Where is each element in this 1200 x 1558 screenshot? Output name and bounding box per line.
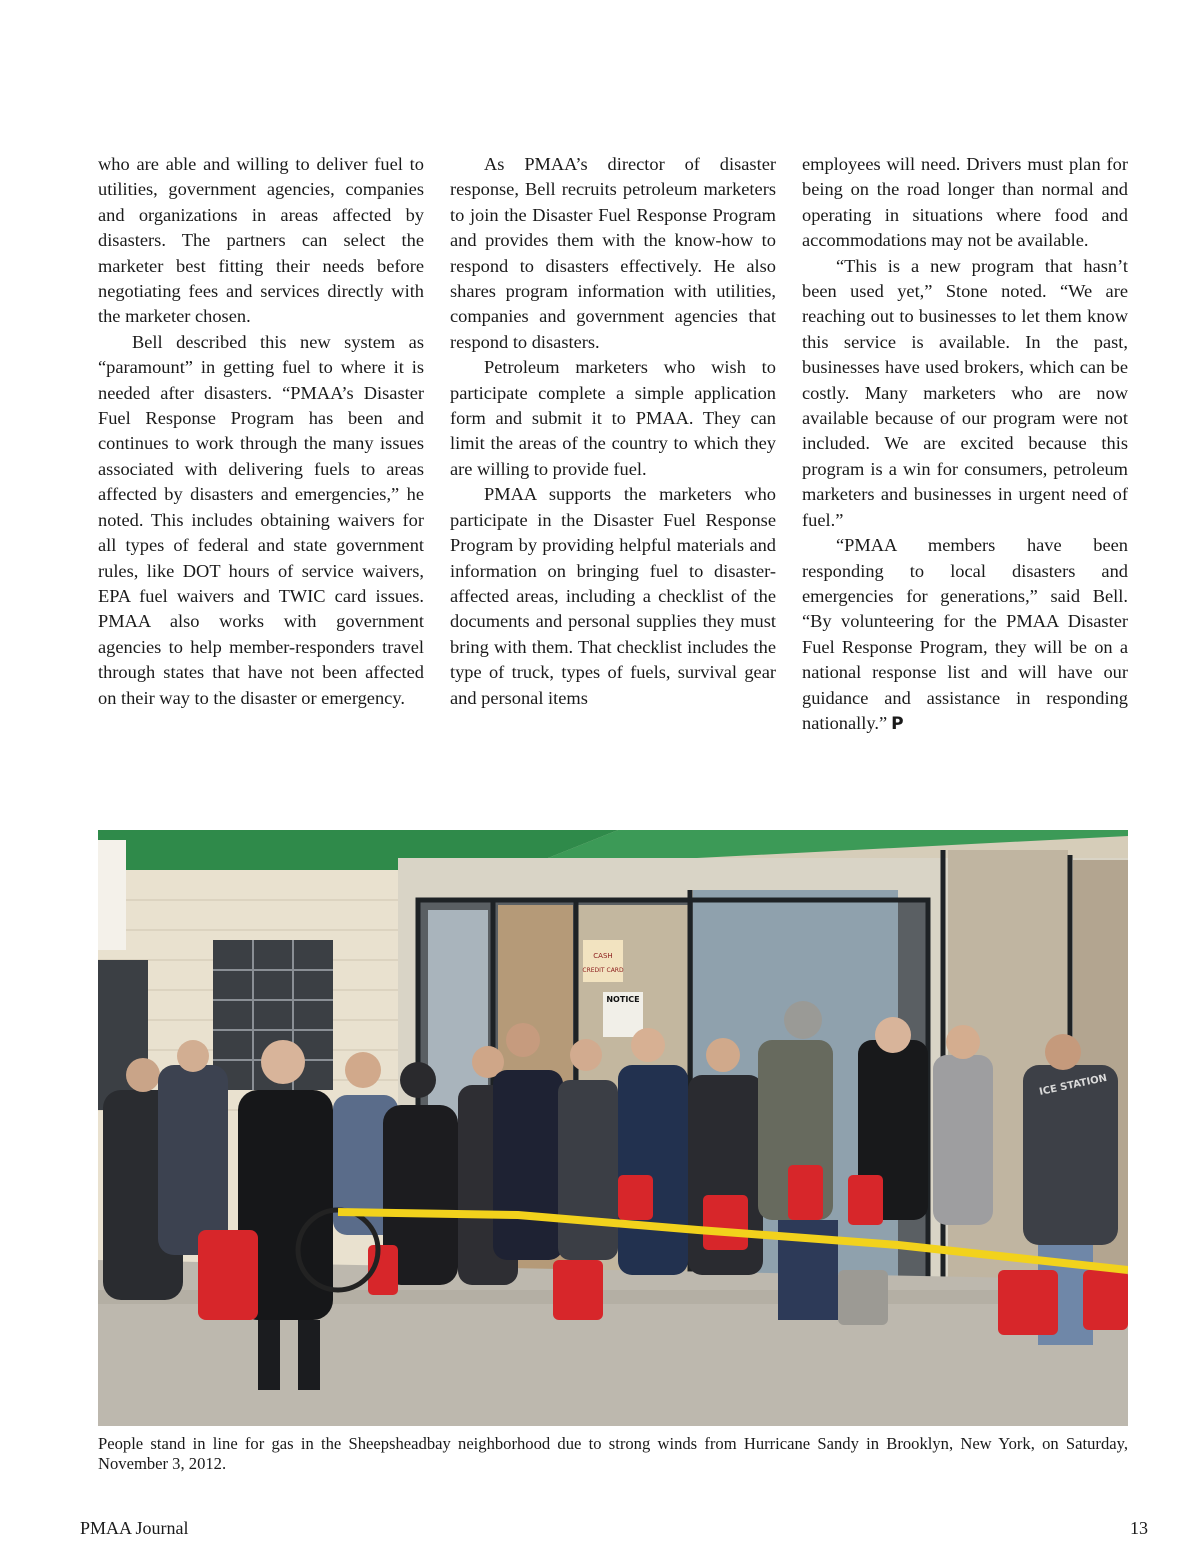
end-mark-icon: P (891, 713, 904, 734)
photo-gas-line (98, 830, 1128, 1426)
paragraph: Petroleum marketers who wish to participate complete a simple application form and submit it to PMAA. They can limit the areas of the country to which they are willing to provide fuel. (450, 357, 776, 479)
article-columns (98, 152, 1128, 737)
paragraph (802, 533, 1128, 737)
paragraph-text: “PMAA members have been responding to local disasters and emergencies for generations,” said Bell. “By volunteering for the PMAA Disaster Fuel Response Program, they will be on a national response list and will have our guidance and assistance in responding nationally.” (802, 535, 1128, 733)
paragraph: PMAA supports the marketers who participate in the Disaster Fuel Response Program by providing helpful materials and information on bringing fuel to disaster-affected areas, including a checklist of the documents and personal supplies they must bring with them. That checklist includes the type of truck, types of fuels, survival gear and personal items (450, 484, 776, 708)
paragraph: who are able and willing to deliver fuel to utilities, government agencies, companies and organizations in areas affected by disasters. The partners can select the marketer best fitting their needs before negotiating fees and services directly with the marketer chosen. (98, 154, 424, 327)
jacket-text: ICE STATION (1038, 1072, 1109, 1098)
paragraph: As PMAA’s director of disaster response, Bell recruits petroleum marketers to join the Disaster Fuel Response Program and provides them with the know-how to respond to disasters effectively. He also shares program information with utilities, companies and government agencies that respond to disasters. (450, 154, 776, 352)
paragraph: employees will need. Drivers must plan for being on the road longer than normal and operating in situations where food and accommodations may not be available. (802, 154, 1128, 251)
column-2 (450, 152, 776, 737)
column-3 (802, 152, 1128, 737)
photo-caption: People stand in line for gas in the Sheepsheadbay neighborhood due to strong winds from Hurricane Sandy in Brooklyn, New York, on Saturday, November 3, 2012. (98, 1434, 1128, 1473)
column-1 (98, 152, 424, 737)
paragraph: Bell described this new system as “paramount” in getting fuel to where it is needed after disasters. “PMAA’s Disaster Fuel Response Program has been and continues to work through the many issues associated with delivering fuels to areas affected by disasters and emergencies,” he noted. This includes obtaining waivers for all types of federal and state government rules, like DOT hours of service waivers, EPA fuel waivers and TWIC card issues. PMAA also works with government agencies to help member-responders travel through states that have not been affected on their way to the disaster or emergency. (98, 331, 424, 708)
footer-publication: PMAA Journal (80, 1518, 189, 1538)
paragraph: “This is a new program that hasn’t been used yet,” Stone noted. “We are reaching out to businesses to let them know this service is available. In the past, businesses have used brokers, which can be costly. Many marketers who are now available because of our program were not included. We are excited because this program is a win for consumers, petroleum marketers and businesses in urgent need of fuel.” (802, 255, 1128, 530)
sign-credit-card: CREDIT CARD (582, 967, 624, 974)
page-number: 13 (1130, 1518, 1148, 1538)
sign-cash: CASH (593, 952, 613, 960)
sign-notice: NOTICE (606, 995, 640, 1004)
